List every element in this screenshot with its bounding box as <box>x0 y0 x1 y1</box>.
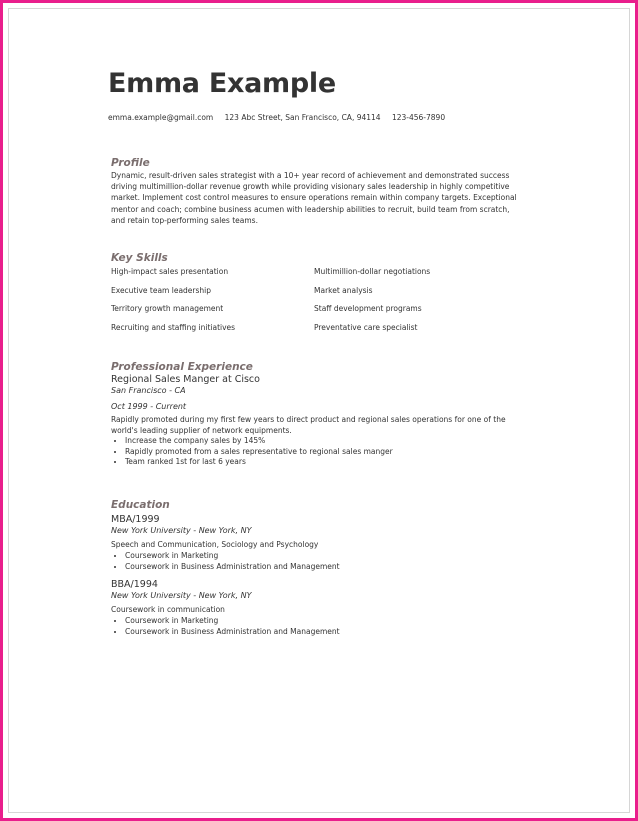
profile-text: Dynamic, result-driven sales strategist with a 10+ year record of achievement and demonstrated success driving multimillion-dollar revenue growth while providing visionary sales leadership in highly competitive market. Implement cost control measures to ensure operations remain within company targets. Exceptional mentor and coach; combine business acumen with leadership abilities to recruit, build team from scratch, and retain top-performing sales teams. <box>111 171 517 225</box>
resume-name: Emma Example <box>108 68 336 99</box>
skill-item: Staff development programs <box>314 304 422 313</box>
list-item: • Rapidly promoted from a sales representative to regional sales manger <box>125 447 521 458</box>
list-item: • Team ranked 1st for last 6 years <box>125 457 521 468</box>
contact-line <box>108 113 528 123</box>
education-bullets <box>111 551 521 572</box>
education-description: Coursework in communication <box>111 605 225 615</box>
list-item: • Increase the company sales by 145% <box>125 436 521 447</box>
profile-section <box>111 157 521 226</box>
degree: MBA/1999 <box>111 514 160 525</box>
list-item: • Coursework in Business Administration and Management <box>125 562 521 573</box>
experience-heading: Professional Experience <box>111 361 253 373</box>
skill-item: Territory growth management <box>111 304 224 313</box>
profile-heading: Profile <box>111 157 150 169</box>
skill-item: Preventative care specialist <box>314 322 418 332</box>
experience-section <box>111 361 521 468</box>
skill-item: High-impact sales presentation <box>111 267 229 276</box>
job-description: Rapidly promoted during my first few years to direct product and regional sales operations for one of the world's leading supplier of network equipments. <box>111 415 506 436</box>
skills-grid <box>111 266 521 333</box>
skill-item: Recruiting and staffing initiatives <box>111 322 236 332</box>
education-bullets <box>111 616 521 637</box>
education-heading: Education <box>111 499 170 511</box>
job-bullets <box>111 436 521 468</box>
skills-heading: Key Skills <box>111 252 168 264</box>
contact-email: emma.example@gmail.com <box>108 113 214 122</box>
skill-item: Executive team leadership <box>111 285 211 295</box>
education-entry <box>111 579 521 637</box>
education-description: Speech and Communication, Sociology and Psychology <box>111 540 319 549</box>
contact-address: 123 Abc Street, San Francisco, CA, 94114 <box>224 113 381 122</box>
education-section <box>111 499 521 637</box>
education-entry <box>111 514 521 572</box>
school: New York University - New York, NY <box>111 591 252 601</box>
degree: BBA/1994 <box>111 579 158 591</box>
list-item: • Coursework in Business Administration and Management <box>125 627 521 638</box>
job-location: San Francisco - CA <box>111 386 186 395</box>
list-item: • Coursework in Marketing <box>125 551 521 562</box>
list-item: • Coursework in Marketing <box>125 616 521 627</box>
skills-section <box>111 252 521 333</box>
job-dates: Oct 1999 - Current <box>111 402 187 411</box>
resume-document <box>108 66 528 636</box>
contact-phone: 123-456-7890 <box>391 113 446 122</box>
school: New York University - New York, NY <box>111 526 252 535</box>
skill-item: Multimillion-dollar negotiations <box>314 267 431 276</box>
skill-item: Market analysis <box>314 285 373 295</box>
job-title: Regional Sales Manger at Cisco <box>111 374 260 385</box>
